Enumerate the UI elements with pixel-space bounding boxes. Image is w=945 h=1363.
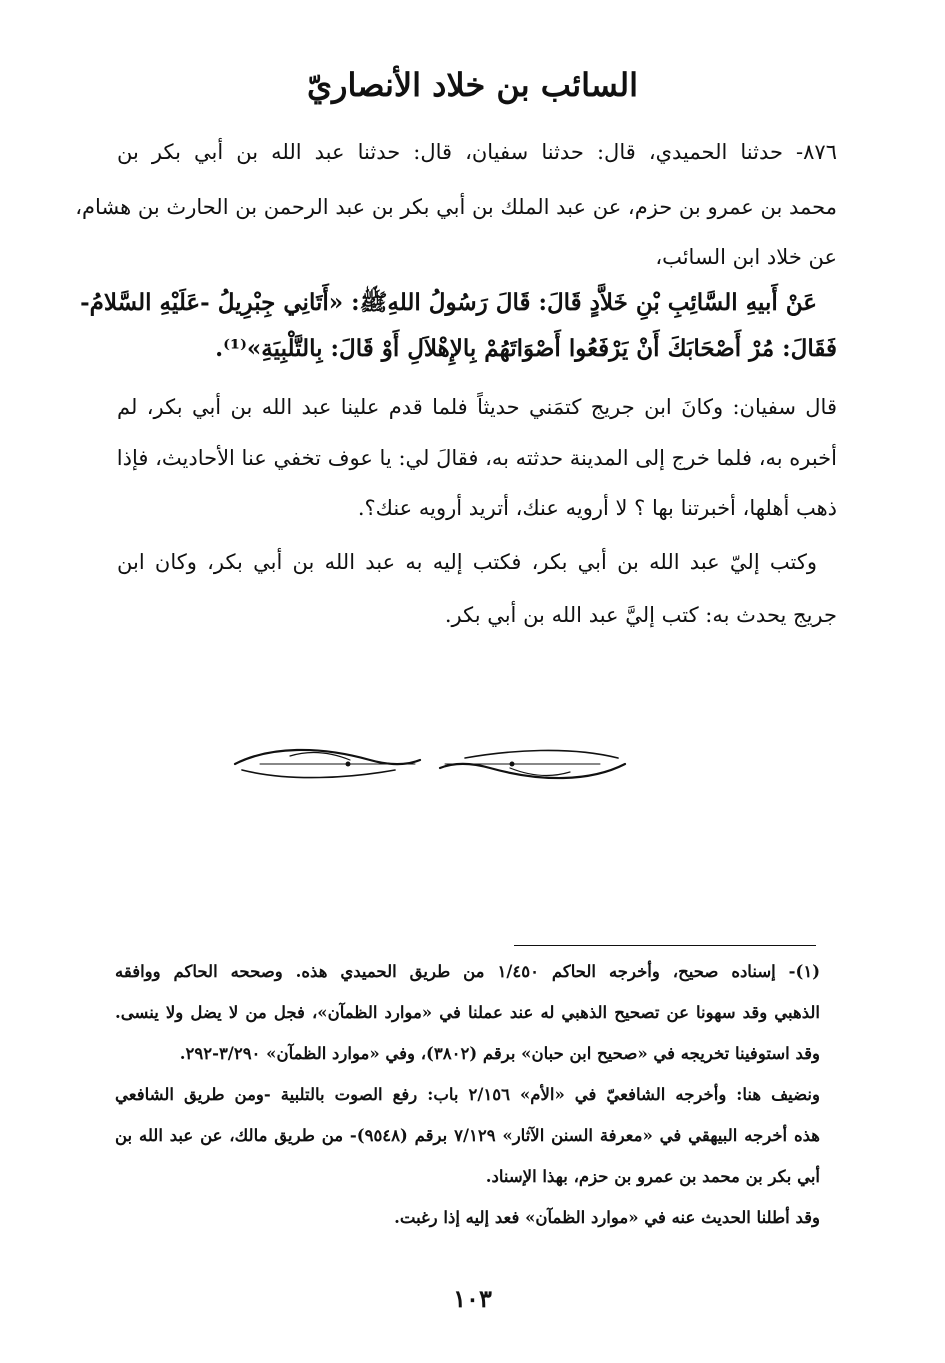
page-number: ١٠٣	[453, 1284, 492, 1313]
footnote-line-7: وقد أطلنا الحديث عنه في «موارد الظمآن» فعد إليه إذا رغبت.	[394, 1208, 820, 1227]
footnote-line-5: هذه أخرجه البيهقي في «معرفة السنن الآثار» ٧/١٢٩ برقم (٩٥٤٨)- من طريق مالك، عن عبد الله بن	[115, 1126, 820, 1145]
footnote-line-3: وقد استوفينا تخريجه في «صحيح ابن حبان» برقم (٣٨٠٢)، وفي «موارد الظمآن» ٣/٢٩٠-٢٩٢.	[179, 1044, 820, 1063]
footnote-line-6: أبي بكر بن محمد بن عمرو بن حزم، بهذا الإسناد.	[485, 1167, 820, 1186]
body-line-10: جريج يحدث به: كتب إليَّ عبد الله بن أبي بكر.	[444, 603, 837, 627]
chapter-title: السائب بن خلاد الأنصاريّ	[306, 66, 639, 104]
body-line-8: ذهب أهلها، أخبرتنا بها ؟ لا أرويه عنك، أتريد أرويه عنك؟.	[357, 496, 837, 520]
calligraphic-divider-ornament-icon	[230, 742, 630, 787]
body-line-2: محمد بن عمرو بن حزم، عن عبد الملك بن أبي بكر بن عبد الرحمن بن الحارث بن هشام،	[75, 195, 837, 219]
body-line-7: أخبره به، فلما خرج إلى المدينة حدثته به، فقالَ لي: يا عوف تخفي عنا الأحاديث، فإذا	[116, 446, 837, 470]
body-line-6: قال سفيان: وكانَ ابن جريج كتمَني حديثاً فلما قدم علينا عبد الله بن أبي بكر، لم	[117, 395, 837, 419]
body-line-9: وكتب إليّ عبد الله بن أبي بكر، فكتب إليه به عبد الله بن أبي بكر، وكان ابن	[117, 550, 817, 574]
body-line-3: عن خلاد ابن السائب،	[655, 245, 837, 269]
footnote-line-1: (١)- إسناده صحيح، وأخرجه الحاكم ١/٤٥٠ من طريق الحميدي هذه. وصححه الحاكم ووافقه	[115, 962, 820, 981]
footnote-line-4: ونضيف هنا: وأخرجه الشافعيّ في «الأم» ٢/١٥٦ باب: رفع الصوت بالتلبية -ومن طريق الشافعي	[115, 1085, 820, 1104]
footnote-separator	[514, 945, 816, 946]
footnote-line-2: الذهبي وقد سهونا عن تصحيح الذهبي له عند عملنا في «موارد الظمآن»، فجل من لا يضل ولا ينسى.	[115, 1003, 820, 1022]
hadith-line-2: فَقَالَ: مُرْ أَصْحَابَكَ أَنْ يَرْفَعُوا أَصْوَاتَهُمْ بِالإِهْلاَلِ أَوْ قَالَ: بِالتَّلْبِيَةِ»⁽¹⁾.	[215, 335, 837, 362]
hadith-line-1: عَنْ أَبيهِ السَّائِبِ بْنِ خَلاَّدٍ قَالَ: قَالَ رَسُولُ اللهِﷺ: «أَتَانِي جِبْرِيلُ -عَلَيْهِ السَّلامُ-	[80, 289, 817, 316]
body-line-1: ٨٧٦- حدثنا الحميدي، قال: حدثنا سفيان، قال: حدثنا عبد الله بن أبي بكر بن	[117, 140, 837, 164]
